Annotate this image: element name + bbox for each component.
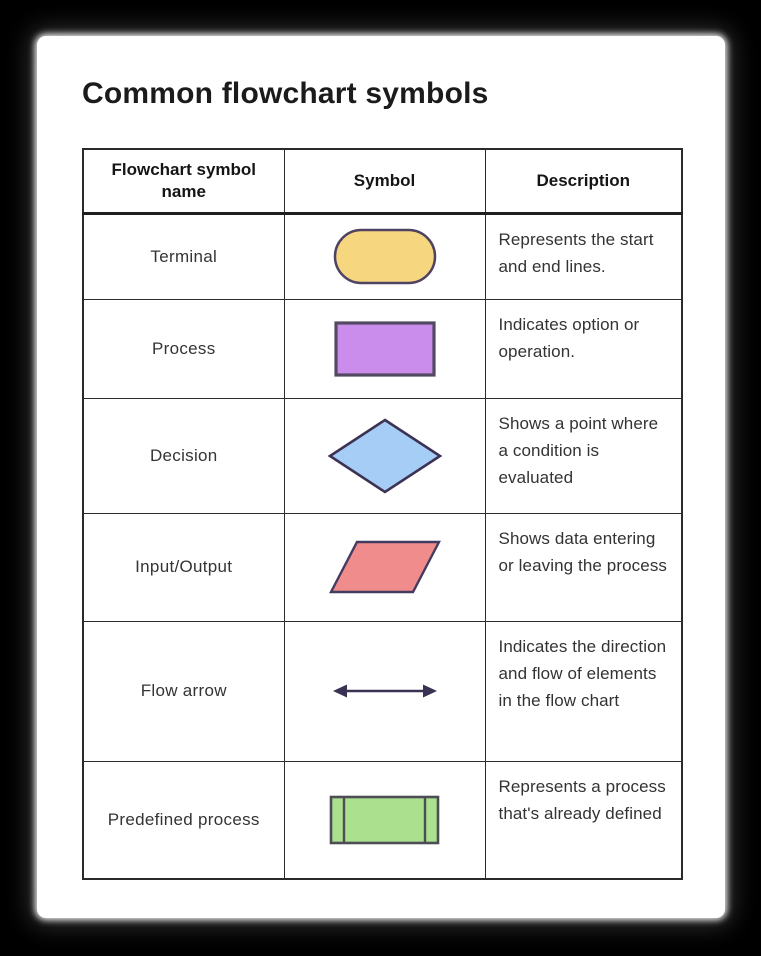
symbol-cell [284, 513, 485, 621]
symbol-cell [284, 621, 485, 761]
input-output-parallelogram-icon [329, 540, 441, 594]
decision-diamond-icon [327, 417, 443, 495]
table-row-flow-arrow [83, 621, 682, 761]
symbol-name-label: Predefined process [83, 761, 284, 879]
predefined-process-icon [329, 795, 440, 845]
table-row-predefined-process [83, 761, 682, 879]
header-symbol-name: Flowchart symbol name [83, 149, 284, 213]
table-header-row [83, 149, 682, 213]
header-description: Description [485, 149, 682, 213]
symbol-cell [284, 213, 485, 299]
table-row-terminal [83, 213, 682, 299]
symbol-cell [284, 398, 485, 513]
symbol-description: Shows data entering or leaving the process [485, 513, 682, 621]
symbol-name-label: Terminal [83, 213, 284, 299]
terminal-stadium-icon [333, 228, 437, 285]
symbol-name-label: Decision [83, 398, 284, 513]
symbol-name-label: Process [83, 299, 284, 398]
symbol-description: Indicates the direction and flow of elements in the flow chart [485, 621, 682, 761]
symbol-name-label: Flow arrow [83, 621, 284, 761]
table-row-process [83, 299, 682, 398]
symbol-cell [284, 761, 485, 879]
flowchart-symbols-table [82, 148, 683, 880]
header-symbol: Symbol [284, 149, 485, 213]
page-title: Common flowchart symbols [82, 77, 489, 110]
symbol-name-label: Input/Output [83, 513, 284, 621]
table-row-input-output [83, 513, 682, 621]
document-page [37, 36, 725, 918]
symbol-description: Indicates option or operation. [485, 299, 682, 398]
symbol-description: Represents a process that's already defined [485, 761, 682, 879]
symbol-description: Shows a point where a condition is evaluated [485, 398, 682, 513]
symbol-description: Represents the start and end lines. [485, 213, 682, 299]
process-rectangle-icon [333, 320, 437, 378]
table-row-decision [83, 398, 682, 513]
symbol-cell [284, 299, 485, 398]
double-headed-arrow-icon [332, 680, 438, 702]
